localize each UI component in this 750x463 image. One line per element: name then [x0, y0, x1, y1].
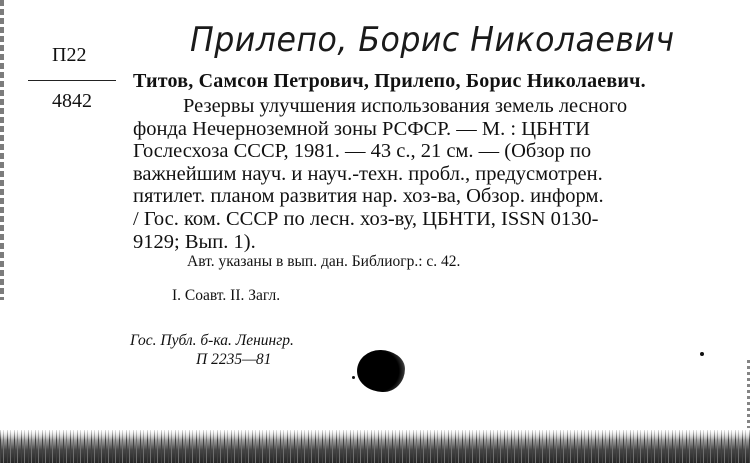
- scan-bottom-fade: [0, 428, 750, 440]
- library-stamp: Гос. Публ. б-ка. Ленингр.: [130, 332, 294, 349]
- card-heading-authors: Титов, Самсон Петрович, Прилепо, Борис Николаевич.: [133, 70, 646, 92]
- handwritten-author-name: Прилепо, Борис Николаевич: [190, 20, 675, 60]
- ink-speck: [352, 376, 355, 379]
- tracing-entries: I. Соавт. II. Загл.: [172, 287, 281, 304]
- inventory-number: 4842: [52, 90, 92, 112]
- description-line: Резервы улучшения использования земель лесного: [183, 95, 628, 117]
- description-line: / Гос. ком. СССР по лесн. хоз-ву, ЦБНТИ, ISSN 0130-: [133, 207, 599, 230]
- description-line: пятилет. планом развития нар. хоз-ва, Обзор. информ.: [133, 185, 604, 208]
- bibliographic-note: Авт. указаны в вып. дан. Библиогр.: с. 42.: [187, 253, 461, 270]
- description-line: фонда Нечерноземной зоны РСФСР. — М. : ЦБНТИ: [133, 117, 590, 140]
- bibliographic-description: [133, 95, 733, 253]
- ink-speck: [700, 352, 704, 356]
- description-line: Гослесхоза СССР, 1981. — 43 с., 21 см. — (Обзор по: [133, 140, 592, 163]
- card-edge-border: [0, 0, 4, 300]
- shelfmark-divider: [28, 80, 116, 81]
- library-card-number: П 2235—81: [196, 351, 272, 368]
- shelfmark: П22: [52, 44, 87, 66]
- ink-blot: [357, 350, 405, 392]
- description-line: важнейшим науч. и науч.-техн. пробл., предусмотрен.: [133, 162, 603, 185]
- description-line: 9129; Вып. 1).: [133, 230, 256, 253]
